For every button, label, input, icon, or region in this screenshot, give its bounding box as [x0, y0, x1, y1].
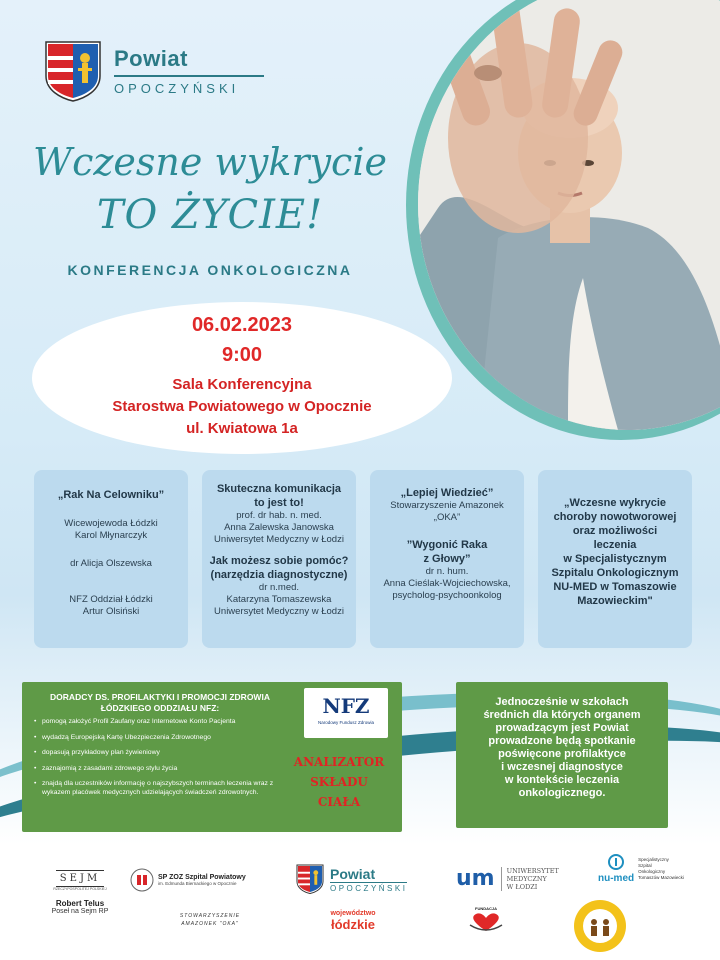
- sejm-mark: SEJM: [56, 870, 104, 887]
- logo-subtitle: OPOCZYŃSKI: [114, 81, 240, 96]
- speaker-box-3: [370, 470, 524, 648]
- list-item: • dopasują przykładowy plan żywieniowy: [34, 749, 282, 758]
- speaker-box-4: [538, 470, 692, 648]
- box4-l7: NU-MED w Tomaszowie: [553, 581, 677, 593]
- nfz-advisors-box: [22, 682, 402, 832]
- nfz-logo-mark: NFZ: [322, 694, 370, 718]
- numed-l3: Onkologiczny: [638, 869, 666, 874]
- amazonki-l1: STOWARZYSZENIE: [179, 913, 241, 919]
- list-item: • pomogą założyć Profil Zaufany oraz Internetowe Konto Pacjenta: [34, 718, 282, 727]
- schools-l7: w kontekście leczenia: [504, 774, 620, 786]
- amazonki-logo: [160, 912, 260, 928]
- powiat-footer-sub: OPOCZYŃSKI: [330, 883, 408, 893]
- sejm-name: Robert Telus: [55, 899, 105, 908]
- box3-heading2-l1: ”Wygonić Raka: [406, 539, 488, 551]
- numed-text: [638, 857, 684, 881]
- box3-p2-l2: Anna Cieślak-Wojciechowska,: [383, 578, 511, 589]
- spzoz-logo: [130, 868, 260, 892]
- sejm-role: Poseł na Sejm RP: [51, 908, 109, 915]
- schools-l4: prowadzone będą spotkanie: [488, 735, 636, 747]
- box2-heading2-l1: Jak możesz sobie pomóc?: [209, 555, 349, 567]
- powiat-footer-title: Powiat: [330, 865, 376, 882]
- numed-circle-icon: [608, 854, 624, 870]
- heart-hands-icon: [466, 911, 506, 933]
- box3-p1-l2: „OKA”: [433, 512, 461, 523]
- box1-p1-l1: Wicewojewoda Łódzki: [64, 518, 158, 529]
- box3-p1-l1: Stowarzyszenie Amazonek: [390, 500, 504, 511]
- box4-l2: choroby nowotworowej: [553, 511, 677, 523]
- um-l3: W ŁODZI: [506, 882, 538, 891]
- hospital-icon: [130, 868, 154, 892]
- logo-title: Powiat: [114, 46, 188, 71]
- powiat-footer-logo: [296, 864, 407, 894]
- um-l2: MEDYCZNY: [506, 874, 547, 883]
- foundation-logo: [462, 906, 510, 938]
- box1-heading: „Rak Na Celowniku”: [57, 489, 165, 501]
- coat-of-arms-icon: [296, 864, 324, 894]
- box2-heading1-l1: Skuteczna komunikacja: [216, 483, 342, 495]
- schools-l8: onkologicznego.: [518, 787, 606, 799]
- spzoz-sub: im. Edmunda Biernackiego w Opocznie: [158, 881, 237, 886]
- amazonki-l2: AMAZONEK "OKA": [181, 921, 239, 927]
- box4-l8: Mazowieckim": [577, 595, 653, 607]
- box3-p2-l1: dr n. hum.: [425, 566, 469, 577]
- nfz-heading: [36, 692, 284, 714]
- box2-p2-l3: Uniwersytet Medyczny w Łodzi: [214, 606, 344, 617]
- box2-p1-l2: Anna Zalewska Janowska: [224, 522, 334, 533]
- box3-heading1: „Lepiej Wiedzieć”: [400, 487, 494, 499]
- sejm-small: RZECZYPOSPOLITEJ POLSKIEJ: [53, 887, 107, 891]
- analyzer-l3: CIAŁA: [317, 795, 361, 809]
- analyzer-l2: SKŁADU: [310, 775, 368, 789]
- event-place-line1: Sala Konferencyjna: [172, 376, 312, 393]
- box3-p2-l3: psycholog-psychoonkolog: [392, 590, 502, 601]
- coat-of-arms-icon: [44, 40, 102, 102]
- box2-heading1-l2: to jest to!: [254, 497, 304, 509]
- nfz-services-list: [34, 718, 282, 804]
- box4-l3: oraz możliwości: [572, 525, 658, 537]
- nfz-logo: [304, 688, 388, 738]
- headline-line1: Wczesne wykrycie: [33, 140, 387, 184]
- conference-subtitle: KONFERENCJA ONKOLOGICZNA: [67, 262, 353, 278]
- box2-p2-l1: dr n.med.: [258, 582, 300, 593]
- lodzkie-main: łódzkie: [330, 917, 376, 932]
- event-place: [32, 374, 452, 440]
- box4-l1: „Wczesne wykrycie: [563, 497, 667, 509]
- box1-p3-l2: Artur Olsiński: [82, 606, 140, 617]
- um-text: [501, 867, 559, 891]
- nfz-heading-l1: DORADCY DS. PROFILAKTYKI I PROMOCJI ZDROWIA: [50, 692, 270, 702]
- list-item: • znajdą dla uczestników informację o najszybszych terminach leczenia wraz z wykazem placówek medycznych udzielających świadczeń zdrowotnych.: [34, 780, 282, 797]
- nfz-logo-sub: Narodowy Fundusz Zdrowia: [317, 720, 375, 725]
- numed-l2: Szpital: [638, 863, 652, 868]
- event-time: 9:00: [221, 344, 263, 366]
- numed-mark: [598, 854, 634, 884]
- event-place-line3: ul. Kwiatowa 1a: [186, 420, 298, 437]
- logo-divider: [114, 75, 264, 77]
- speaker-box-1: [34, 470, 188, 648]
- schools-l1: Jednocześnie w szkołach: [495, 696, 629, 708]
- box2-p2-l2: Katarzyna Tomaszewska: [226, 594, 332, 605]
- box1-p2: dr Alicja Olszewska: [70, 558, 152, 569]
- numed-text-mark: nu-med: [598, 873, 635, 884]
- box1-p1-l2: Karol Młynarczyk: [74, 530, 148, 541]
- schools-l6: i wczesnej diagnostyce: [501, 761, 623, 773]
- schools-l3: prowadzącym jest Powiat: [495, 722, 629, 734]
- powiat-logo: [44, 40, 264, 102]
- schools-l5: poświęcone profilaktyce: [498, 748, 626, 760]
- nfz-heading-l2: ŁÓDZKIEGO ODDZIAŁU NFZ:: [100, 703, 220, 713]
- box3-heading2-l2: z Głowy”: [423, 553, 471, 565]
- charity-circle-logo: [572, 898, 628, 954]
- box1-p3-l1: NFZ Oddział Łódzki: [69, 594, 153, 605]
- schools-info-box: [456, 682, 668, 828]
- box4-l4: leczenia: [593, 539, 637, 551]
- schools-l2: średnich dla których organem: [483, 709, 641, 721]
- speaker-box-2: [202, 470, 356, 648]
- lodzkie-logo: [318, 910, 388, 932]
- analyzer-l1: ANALIZATOR: [293, 755, 385, 769]
- list-item: • zaznajomią z zasadami zdrowego stylu życia: [34, 765, 282, 774]
- um-mark: um: [456, 866, 495, 891]
- box2-p1-l3: Uniwersytet Medyczny w Łodzi: [214, 534, 344, 545]
- foundation-text: FUNDACJA: [475, 906, 497, 911]
- um-l1: UNIWERSYTET: [506, 866, 559, 875]
- umed-logo: [456, 866, 559, 891]
- spzoz-title: SP ZOZ Szpital Powiatowy: [158, 874, 246, 881]
- body-analyzer-text: [284, 752, 394, 812]
- box4-l6: Szpitalu Onkologicznym: [551, 567, 679, 579]
- numed-l1: Specjalistyczny: [638, 857, 669, 862]
- numed-logo: [598, 854, 684, 884]
- event-date: 06.02.2023: [191, 314, 293, 336]
- list-item: • wydadzą Europejską Kartę Ubezpieczenia Zdrowotnego: [34, 734, 282, 743]
- box2-p1-l1: prof. dr hab. n. med.: [236, 510, 322, 521]
- numed-l4: Tomaszów Mazowiecki: [638, 875, 684, 880]
- box4-l5: w Specjalistycznym: [563, 553, 667, 565]
- lodzkie-top: województwo: [330, 910, 376, 917]
- event-place-line2: Starostwa Powiatowego w Opocznie: [112, 398, 372, 415]
- sejm-logo: [40, 868, 120, 915]
- box2-heading2-l2: (narzędzia diagnostyczne): [210, 569, 348, 581]
- headline-line2: TO ŻYCIE!: [96, 192, 324, 238]
